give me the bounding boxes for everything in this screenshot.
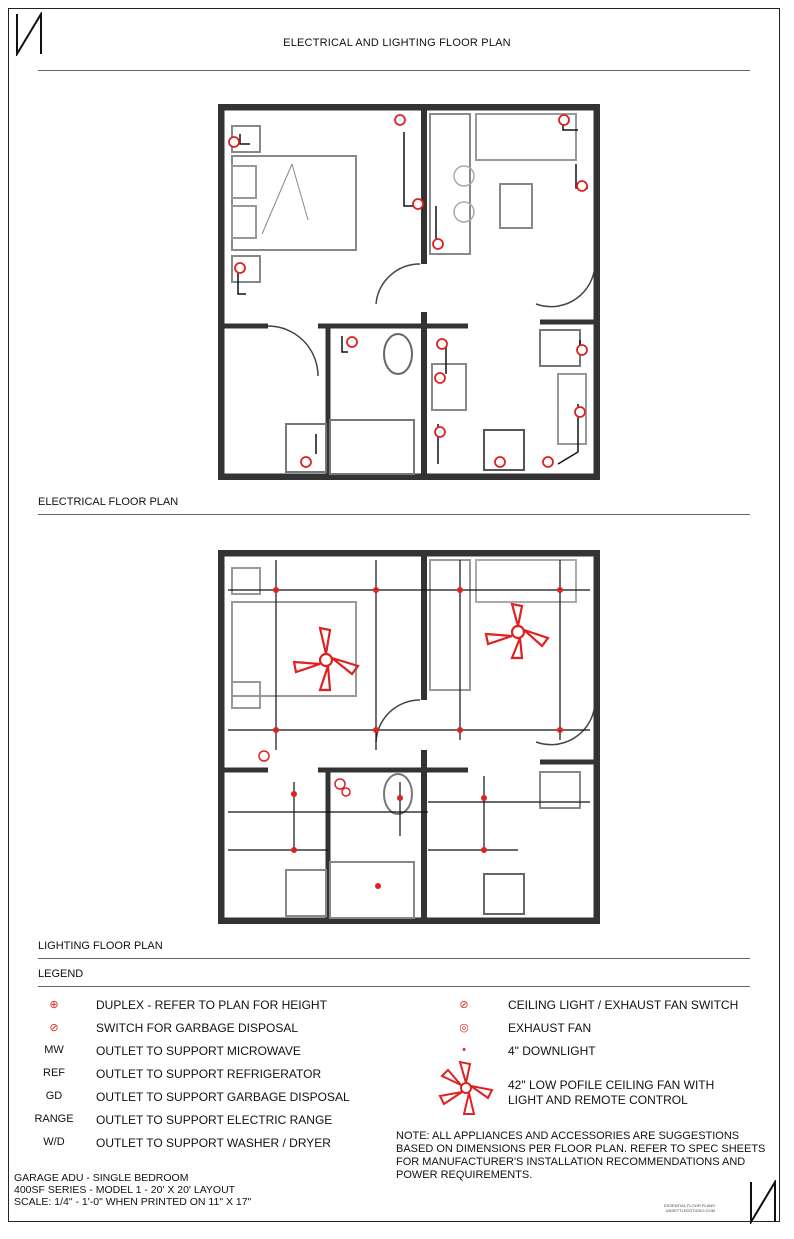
electrical-rule [38,514,750,515]
studio-stamp [664,1203,715,1213]
legend-washer-dryer: OUTLET TO SUPPORT WASHER / DRYER [96,1136,331,1150]
lighting-section-label: LIGHTING FLOOR PLAN [38,940,163,952]
disposal-switch-symbol: ⊘ [49,1022,59,1034]
ceiling-fan-bedroom [294,628,358,690]
duplex-outlet-symbol: ⊕ [49,999,59,1011]
washer-dryer-symbol: W/D [43,1136,65,1148]
appliance-note: NOTE: ALL APPLIANCES AND ACCESSORIES ARE SUGGESTIONS BASED ON DIMENSIONS PER FLOOR PLAN. REFER TO SPEC SHEETS FOR MANUFACTURER'S INSTALLATION RECOMMENDATIONS AND POWER REQUIREMENTS. [396,1130,766,1181]
project-info [14,1172,251,1208]
garbage-disposal-symbol: GD [45,1090,63,1102]
electrical-section-label: ELECTRICAL FLOOR PLAN [38,496,179,508]
legend-microwave: OUTLET TO SUPPORT MICROWAVE [96,1044,301,1058]
corner-mark-top-left [14,12,44,56]
legend-downlight: 4" DOWNLIGHT [508,1044,596,1058]
stamp-line2: UNSETTLEDSTUDIO.COM [665,1208,715,1213]
ceiling-fan-kitchen [486,604,548,658]
legend-section-label: LEGEND [38,968,84,980]
legend-ceiling-fan: 42" LOW POFILE CEILING FAN WITH LIGHT AND REMOTE CONTROL [508,1078,715,1107]
refrigerator-symbol: REF [43,1067,65,1079]
title-rule [38,70,750,71]
legend-disposal-switch: SWITCH FOR GARBAGE DISPOSAL [96,1021,299,1035]
legend-exhaust-fan: EXHAUST FAN [508,1021,592,1035]
legend-light-switch: CEILING LIGHT / EXHAUST FAN SWITCH [508,998,739,1012]
sheet-title: ELECTRICAL AND LIGHTING FLOOR PLAN [283,37,511,49]
legend-refrigerator: OUTLET TO SUPPORT REFRIGERATOR [96,1067,322,1081]
exhaust-fan-symbol: ◎ [459,1022,469,1034]
corner-mark-bottom-right [748,1180,778,1224]
project-scale: SCALE: 1/4" - 1'-0" WHEN PRINTED ON 11" X 17" [14,1196,252,1208]
ceiling-fan-icon [436,1058,496,1118]
legend-duplex: DUPLEX - REFER TO PLAN FOR HEIGHT [96,998,327,1012]
legend-garbage-disposal: OUTLET TO SUPPORT GARBAGE DISPOSAL [96,1090,350,1104]
microwave-symbol: MW [44,1044,64,1056]
downlight-symbol: • [462,1044,466,1056]
project-name: GARAGE ADU - SINGLE BEDROOM [14,1172,189,1184]
lighting-floor-plan [218,550,600,924]
light-switch-symbol: ⊘ [459,999,469,1011]
range-symbol: RANGE [34,1113,74,1125]
stamp-line1: ESSENTIAL FLOOR PLANS [664,1203,715,1208]
legend-rule [38,986,750,987]
electrical-floor-plan [218,104,600,480]
project-series: 400SF SERIES - MODEL 1 - 20' X 20' LAYOUT [14,1184,236,1196]
legend-range: OUTLET TO SUPPORT ELECTRIC RANGE [96,1113,333,1127]
lighting-rule [38,958,750,959]
